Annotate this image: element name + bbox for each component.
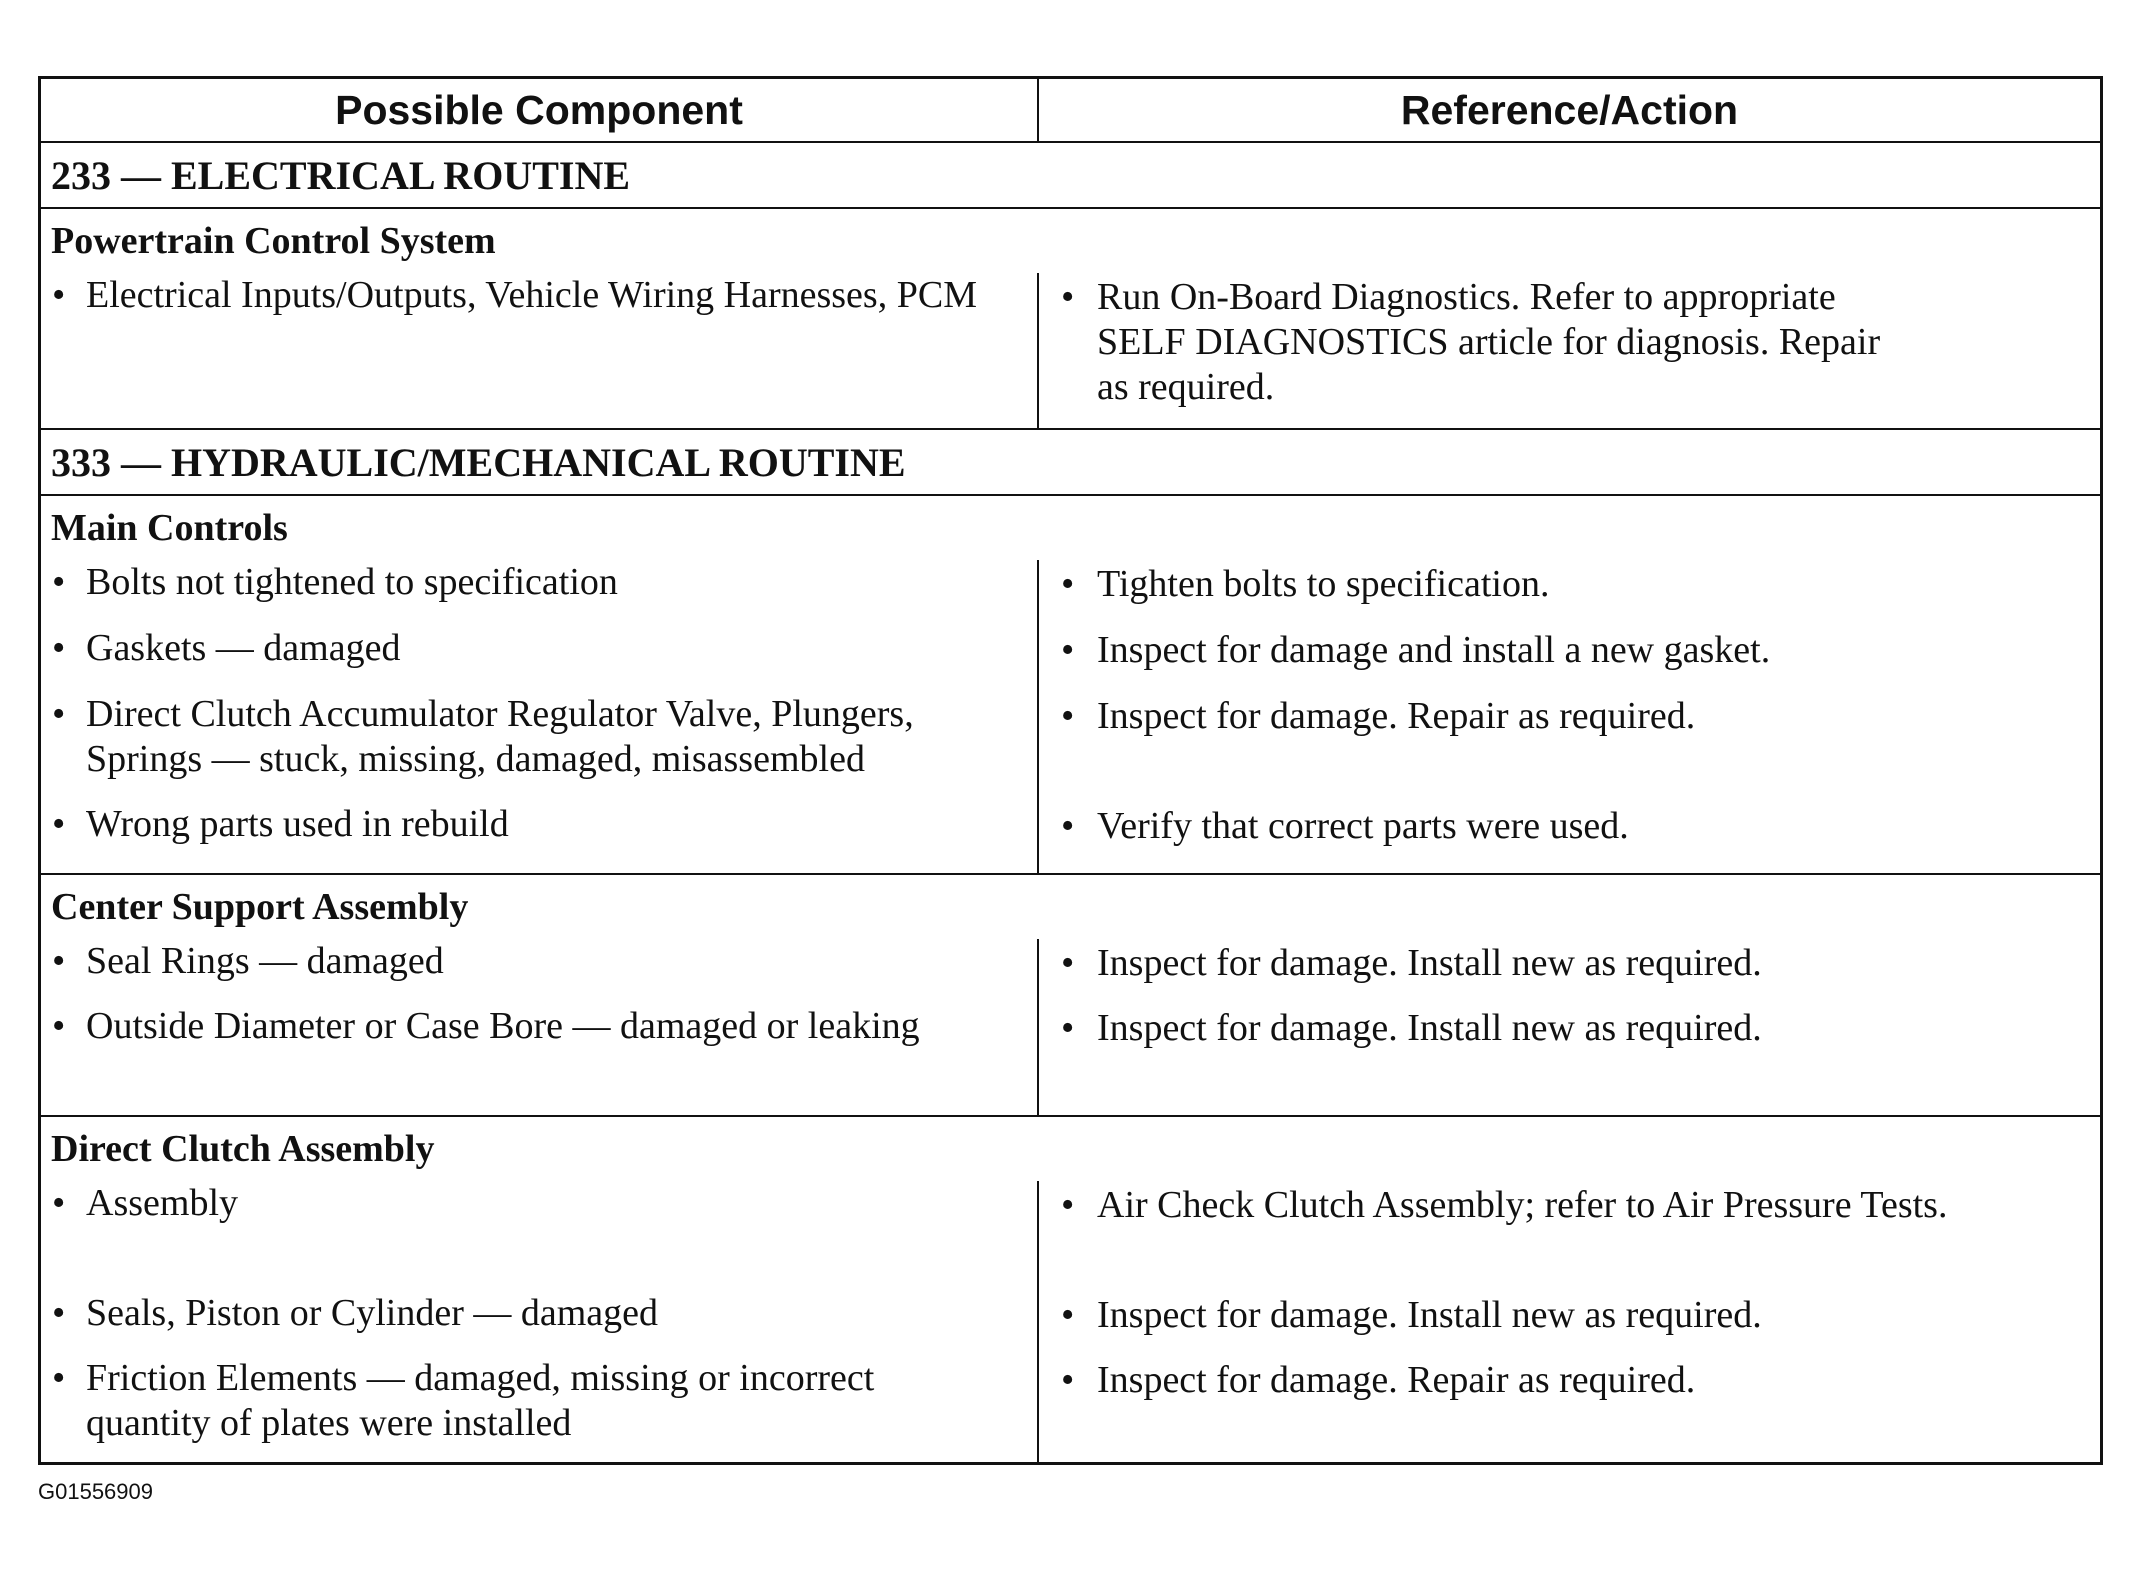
group-direct-clutch-assembly: [41, 1117, 2100, 1462]
action-item: • Inspect for damage and install a new gasket.: [1061, 629, 1771, 671]
action-item: • Inspect for damage. Install new as required.: [1061, 1007, 1762, 1049]
component-item: • Seals, Piston or Cylinder — damaged: [52, 1292, 659, 1334]
table-header: [41, 79, 2100, 143]
section-title-electrical: 233 — ELECTRICAL ROUTINE: [41, 143, 2100, 209]
action-item: • Tighten bolts to specification.: [1061, 563, 1550, 605]
component-item: • Bolts not tightened to specification: [52, 561, 618, 603]
group-center-support-assembly: [41, 875, 2100, 1117]
header-possible-component: Possible Component: [41, 79, 1039, 141]
figure-code: G01556909: [38, 1479, 153, 1504]
action-item: • Inspect for damage. Install new as required.: [1061, 942, 1762, 984]
action-item: • Verify that correct parts were used.: [1061, 805, 1629, 847]
group-title: Direct Clutch Assembly: [51, 1128, 435, 1170]
group-title: Center Support Assembly: [51, 886, 469, 928]
component-item: • Gaskets — damaged: [52, 627, 401, 669]
section-title-hydraulic-mechanical: 333 — HYDRAULIC/MECHANICAL ROUTINE: [41, 430, 2100, 496]
action-item: • Inspect for damage. Repair as required.: [1061, 695, 1696, 737]
component-item: • Seal Rings — damaged: [52, 940, 444, 982]
component-item: • Assembly: [52, 1182, 238, 1224]
group-powertrain-control-system: [41, 209, 2100, 430]
component-item: • Friction Elements — damaged, missing or incorrect quantity of plates were installed: [52, 1357, 875, 1444]
action-item: • Inspect for damage. Install new as required.: [1061, 1294, 1762, 1336]
component-item: • Outside Diameter or Case Bore — damaged or leaking: [52, 1005, 920, 1047]
group-title: Main Controls: [51, 507, 288, 549]
action-item: • Inspect for damage. Repair as required.: [1061, 1359, 1696, 1401]
action-item: • Run On-Board Diagnostics. Refer to appropriate SELF DIAGNOSTICS article for diagnosis. Repair as required.: [1061, 276, 1881, 408]
group-main-controls: [41, 496, 2100, 875]
group-title: Powertrain Control System: [51, 220, 496, 262]
component-item: • Electrical Inputs/Outputs, Vehicle Wiring Harnesses, PCM: [52, 274, 977, 316]
header-reference-action: Reference/Action: [1400, 86, 1739, 133]
diagnosis-table: [38, 76, 2103, 1465]
component-item: • Direct Clutch Accumulator Regulator Valve, Plungers, Springs — stuck, missing, damaged, misassembled: [52, 693, 914, 780]
action-item: • Air Check Clutch Assembly; refer to Air Pressure Tests.: [1061, 1184, 1948, 1226]
component-item: • Wrong parts used in rebuild: [52, 803, 509, 845]
